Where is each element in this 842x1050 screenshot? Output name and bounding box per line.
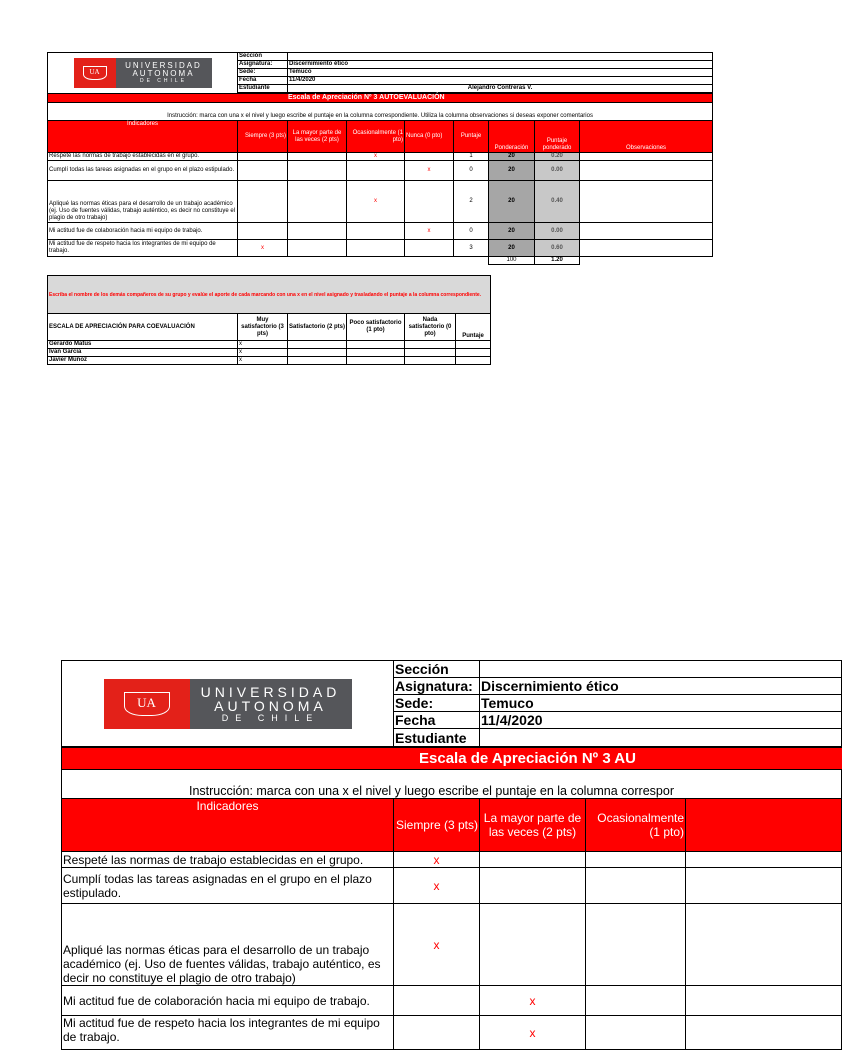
university-name-line2: AUTONOMA	[132, 68, 195, 78]
cell-poco[interactable]	[347, 349, 405, 357]
cell-mayor[interactable]	[480, 904, 586, 986]
cell-puntaje[interactable]: 2	[454, 181, 489, 223]
cell-siempre[interactable]: x	[394, 852, 480, 868]
cell-nunca[interactable]	[686, 852, 842, 868]
ua-shield-icon: UA	[83, 66, 107, 80]
indicador-text: Mi actitud fue de colaboración hacia mi equipo de trabajo.	[48, 223, 238, 240]
cell-siempre[interactable]	[238, 161, 288, 181]
indicador-text: Respeté las normas de trabajo establecidas en el grupo.	[48, 153, 238, 161]
col-header-nunca-zoom	[686, 799, 842, 852]
cell-observaciones[interactable]	[580, 181, 713, 223]
cell-siempre[interactable]: x	[394, 904, 480, 986]
col-header-satis: Satisfactorio (2 pts)	[288, 314, 347, 341]
self-eval-instruction-zoom: Instrucción: marca con una x el nivel y luego escribe el puntaje en la columna correspor	[62, 770, 842, 799]
self-eval-table-zoom	[61, 747, 842, 1050]
university-logo-wordmark	[116, 58, 212, 88]
col-header-ocasional: Ocasionalmente (1 pto)	[347, 121, 405, 153]
field-label-fecha: Fecha	[238, 77, 288, 85]
cell-ocasional[interactable]	[347, 161, 405, 181]
field-label-estudiante-zoom: Estudiante	[394, 729, 480, 747]
table-row	[62, 868, 842, 904]
cell-observaciones[interactable]	[580, 161, 713, 181]
indicador-text: Mi actitud fue de colaboración hacia mi equipo de trabajo.	[62, 986, 394, 1016]
logo-cell	[48, 53, 238, 93]
cell-ponderacion: 20	[489, 240, 535, 257]
cell-nunca[interactable]	[686, 868, 842, 904]
self-eval-table	[47, 93, 713, 265]
col-header-muy: Muy satisfactorio (3 pts)	[238, 314, 288, 341]
table-row	[62, 986, 842, 1016]
total-ponderacion: 100	[489, 257, 535, 265]
field-value-fecha-zoom[interactable]: 11/4/2020	[480, 712, 842, 729]
cell-siempre[interactable]	[394, 986, 480, 1016]
spacer-cell	[580, 257, 713, 265]
cell-ocasional[interactable]	[586, 852, 686, 868]
field-label-fecha-zoom: Fecha	[394, 712, 480, 729]
cell-nunca[interactable]: x	[405, 161, 454, 181]
cell-ocasional[interactable]	[347, 240, 405, 257]
cell-nunca[interactable]	[405, 181, 454, 223]
col-header-mayor: La mayor parte de las veces (2 pts)	[288, 121, 347, 153]
field-value-sede-zoom[interactable]: Temuco	[480, 695, 842, 712]
cell-mayor[interactable]	[288, 161, 347, 181]
cell-mayor[interactable]: x	[480, 986, 586, 1016]
field-value-fecha[interactable]: 11/4/2020	[288, 77, 713, 85]
cell-ocasional[interactable]	[586, 986, 686, 1016]
cell-ocasional[interactable]	[586, 1016, 686, 1050]
col-header-siempre-zoom: Siempre (3 pts)	[394, 799, 480, 852]
university-logo-wordmark-zoom	[190, 679, 352, 729]
university-logo-emblem-zoom	[104, 679, 190, 729]
indicador-text: Apliqué las normas éticas para el desarrollo de un trabajo académico (ej. Uso de fuentes válidas, trabajo auténtico, es decir no constituye el plagio de otro trabajo)	[62, 904, 394, 986]
indicador-text: Respeté las normas de trabajo establecidas en el grupo.	[62, 852, 394, 868]
self-eval-title-zoom: Escala de Apreciación Nº 3 AU	[62, 748, 842, 770]
col-header-ponderacion: Ponderación	[489, 121, 535, 153]
university-name-line1-zoom: UNIVERSIDAD	[200, 683, 341, 700]
cell-mayor[interactable]	[288, 223, 347, 240]
indicador-text: Mi actitud fue de respeto hacia los integrantes de mi equipo de trabajo.	[48, 240, 238, 257]
university-logo-emblem	[74, 58, 116, 88]
cell-ocasional[interactable]: x	[347, 153, 405, 161]
col-header-ponderado: Puntaje ponderado	[535, 121, 580, 153]
cell-ponderado: 0.40	[535, 181, 580, 223]
col-header-puntaje: Puntaje	[454, 121, 489, 153]
table-row	[62, 852, 842, 868]
cell-ponderacion: 20	[489, 153, 535, 161]
table-row	[62, 1016, 842, 1050]
cell-muy[interactable]: x	[238, 349, 288, 357]
cell-siempre[interactable]	[238, 181, 288, 223]
cell-ponderado: 0.00	[535, 223, 580, 240]
col-header-observaciones: Observaciones	[580, 121, 713, 153]
cell-ponderacion: 20	[489, 181, 535, 223]
cell-muy[interactable]: x	[238, 341, 288, 349]
col-header-indicadores-zoom: Indicadores	[62, 799, 394, 852]
col-header-indicadores: Indicadores	[48, 121, 238, 153]
col-header-nunca: Nunca (0 pto)	[405, 121, 454, 153]
cell-nunca[interactable]	[405, 240, 454, 257]
field-value-seccion[interactable]	[288, 53, 713, 61]
logo-cell-zoom	[62, 661, 394, 747]
table-row	[48, 161, 713, 181]
cell-nada[interactable]	[405, 349, 456, 357]
total-ponderado: 1.20	[535, 257, 580, 265]
cell-nada[interactable]	[405, 357, 456, 365]
table-row	[48, 223, 713, 240]
cell-satis[interactable]	[288, 341, 347, 349]
table-row	[48, 153, 713, 161]
field-label-seccion-zoom: Sección	[394, 661, 480, 678]
cell-puntaje[interactable]: 1	[454, 153, 489, 161]
self-eval-title: Escala de Apreciación Nº 3 AUTOEVALUACIÓN	[48, 94, 713, 103]
sheet-page-2	[61, 660, 768, 1044]
cell-nunca[interactable]	[686, 1016, 842, 1050]
table-row	[48, 240, 713, 257]
cell-observaciones[interactable]	[580, 240, 713, 257]
cell-siempre[interactable]	[238, 223, 288, 240]
indicador-text: Apliqué las normas éticas para el desarrollo de un trabajo académico (ej. Uso de fuentes válidas, trabajo auténtico, es decir no constituye el plagio de otro trabajo)	[48, 181, 238, 223]
cell-poco[interactable]	[347, 341, 405, 349]
field-label-sede-zoom: Sede:	[394, 695, 480, 712]
field-value-asignatura[interactable]: Discernimiento ético	[288, 61, 713, 69]
cell-siempre[interactable]: x	[238, 240, 288, 257]
cell-ponderacion: 20	[489, 223, 535, 240]
cell-ocasional[interactable]	[347, 223, 405, 240]
indicador-text: Cumplí todas las tareas asignadas en el grupo en el plazo estipulado.	[62, 868, 394, 904]
cell-mayor[interactable]: x	[480, 1016, 586, 1050]
cell-siempre[interactable]	[238, 153, 288, 161]
cell-satis[interactable]	[288, 349, 347, 357]
col-header-coeval-puntaje: Puntaje	[456, 314, 491, 341]
cell-mayor[interactable]	[288, 240, 347, 257]
cell-puntaje[interactable]: 3	[454, 240, 489, 257]
cell-ocasional[interactable]	[586, 904, 686, 986]
col-header-ocasional-zoom: Ocasionalmente (1 pto)	[586, 799, 686, 852]
indicador-text: Mi actitud fue de respeto hacia los integrantes de mi equipo de trabajo.	[62, 1016, 394, 1050]
col-header-nada: Nada satisfactorio (0 pto)	[405, 314, 456, 341]
cell-nunca[interactable]	[405, 153, 454, 161]
compañero-nombre[interactable]: Gerardo Matus	[48, 341, 238, 349]
cell-ponderado: 0.20	[535, 153, 580, 161]
field-value-sede[interactable]: Temuco	[288, 69, 713, 77]
field-value-estudiante-zoom[interactable]	[480, 729, 842, 747]
field-label-asignatura-zoom: Asignatura:	[394, 678, 480, 695]
cell-ponderado: 0.60	[535, 240, 580, 257]
cell-mayor[interactable]	[288, 181, 347, 223]
cell-ponderado: 0.00	[535, 161, 580, 181]
spacer-cell	[48, 257, 489, 265]
cell-muy[interactable]: x	[238, 357, 288, 365]
cell-nunca[interactable]	[686, 904, 842, 986]
cell-puntaje[interactable]	[456, 349, 491, 357]
cell-poco[interactable]	[347, 357, 405, 365]
coeval-title: ESCALA DE APRECIACIÓN PARA COEVALUACIÓN	[48, 314, 238, 341]
indicador-text: Cumplí todas las tareas asignadas en el grupo en el plazo estipulado.	[48, 161, 238, 181]
university-name-line3: DE CHILE	[139, 77, 188, 84]
cell-siempre[interactable]	[394, 1016, 480, 1050]
compañero-nombre[interactable]: Ivan Garcia	[48, 349, 238, 357]
cell-observaciones[interactable]	[580, 223, 713, 240]
sheet-page-1	[47, 52, 713, 365]
cell-nunca[interactable]	[686, 986, 842, 1016]
ua-shield-icon-zoom: UA	[124, 692, 170, 716]
cell-ocasional[interactable]	[586, 868, 686, 904]
cell-nada[interactable]	[405, 341, 456, 349]
cell-mayor[interactable]	[480, 868, 586, 904]
cell-puntaje[interactable]: 0	[454, 161, 489, 181]
cell-siempre[interactable]: x	[394, 868, 480, 904]
header-table-zoom	[61, 660, 842, 747]
table-row	[48, 181, 713, 223]
col-header-mayor-zoom: La mayor parte de las veces (2 pts)	[480, 799, 586, 852]
university-name-line1: UNIVERSIDAD	[125, 60, 202, 70]
field-label-asignatura: Asignatura:	[238, 61, 288, 69]
cell-puntaje[interactable]	[456, 341, 491, 349]
university-name-line2-zoom: AUTONOMA	[214, 697, 327, 714]
field-value-seccion-zoom[interactable]	[480, 661, 842, 678]
coeval-table	[47, 275, 491, 365]
cell-ponderacion: 20	[489, 161, 535, 181]
table-row	[48, 349, 491, 357]
cell-observaciones[interactable]	[580, 153, 713, 161]
coeval-instruction: Escriba el nombre de los demás compañeros de su grupo y evalúe el aporte de cada marcando con una x en el nivel asignado y trasladando el puntaje a la columna correspondiente.	[48, 276, 491, 314]
table-row	[62, 904, 842, 986]
self-eval-instruction: Instrucción: marca con una x el nivel y luego escribe el puntaje en la columna correspondiente. Utiliza la columna observaciones si deseas exponer comentarios	[48, 103, 713, 121]
field-label-sede: Sede:	[238, 69, 288, 77]
table-row	[48, 357, 491, 365]
cell-puntaje[interactable]: 0	[454, 223, 489, 240]
cell-nunca[interactable]: x	[405, 223, 454, 240]
field-value-estudiante[interactable]: Alejandro Contreras V.	[288, 85, 713, 93]
col-header-siempre: Siempre (3 pts)	[238, 121, 288, 153]
field-label-estudiante: Estudiante	[238, 85, 288, 93]
cell-satis[interactable]	[288, 357, 347, 365]
cell-mayor[interactable]	[480, 852, 586, 868]
field-value-asignatura-zoom[interactable]: Discernimiento ético	[480, 678, 842, 695]
col-header-poco: Poco satisfactorio (1 pto)	[347, 314, 405, 341]
cell-puntaje[interactable]	[456, 357, 491, 365]
table-row	[48, 341, 491, 349]
cell-ocasional[interactable]: x	[347, 181, 405, 223]
compañero-nombre[interactable]: Javier Muñoz	[48, 357, 238, 365]
header-table	[47, 52, 713, 93]
field-label-seccion: Sección	[238, 53, 288, 61]
university-name-line3-zoom: DE CHILE	[221, 712, 320, 723]
cell-mayor[interactable]	[288, 153, 347, 161]
